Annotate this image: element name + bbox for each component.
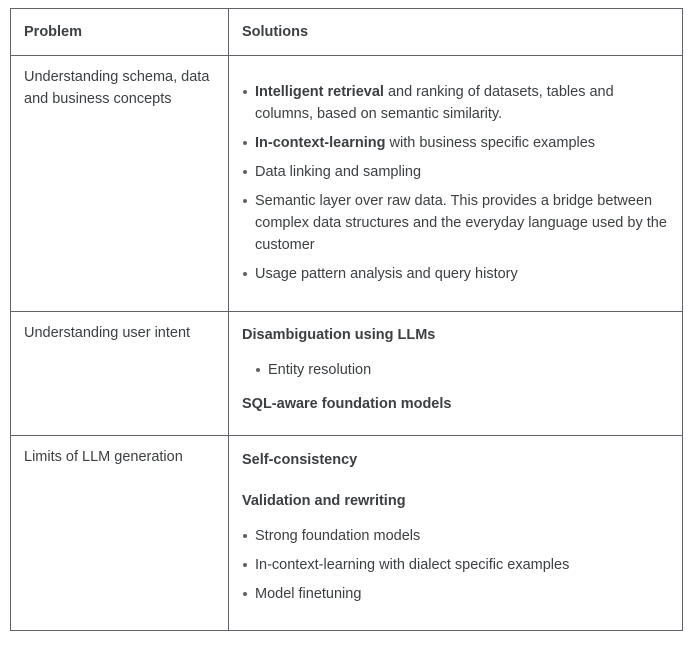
problem-text: Understanding schema, data and business concepts (24, 69, 210, 107)
solution-heading: SQL-aware foundation models (242, 396, 452, 412)
list-item: Strong foundation models (242, 525, 669, 547)
list-item: In-context-learning with business specific examples (242, 132, 669, 154)
list-item: Data linking and sampling (242, 161, 669, 183)
solutions-cell (229, 312, 683, 436)
solution-heading: Disambiguation using LLMs (242, 327, 436, 343)
list-item: In-context-learning with dialect specific examples (242, 554, 669, 576)
solution-heading: Validation and rewriting (242, 493, 406, 509)
problem-cell (11, 312, 229, 436)
list-item: Semantic layer over raw data. This provides a bridge between complex data structures and the everyday language used by the customer (242, 190, 669, 256)
header-problem: Problem (11, 9, 229, 56)
solution-heading: Self-consistency (242, 452, 358, 468)
list-item: Entity resolution (255, 359, 669, 381)
problem-text: Understanding user intent (24, 325, 191, 341)
problem-cell (11, 436, 229, 631)
list-item: Intelligent retrieval and ranking of datasets, tables and columns, based on semantic similarity. (242, 81, 669, 125)
header-solutions: Solutions (229, 9, 683, 56)
solutions-cell (229, 56, 683, 312)
table-row (11, 56, 683, 312)
solutions-cell (229, 436, 683, 631)
problem-text: Limits of LLM generation (24, 449, 183, 465)
problem-solutions-table (10, 8, 683, 631)
list-item: Model finetuning (242, 583, 669, 605)
solutions-list (242, 81, 669, 285)
list-item: Usage pattern analysis and query history (242, 263, 669, 285)
table-row (11, 312, 683, 436)
solutions-list (242, 359, 669, 381)
table-row (11, 436, 683, 631)
header-row (11, 9, 683, 56)
problem-cell (11, 56, 229, 312)
solutions-list (242, 525, 669, 605)
